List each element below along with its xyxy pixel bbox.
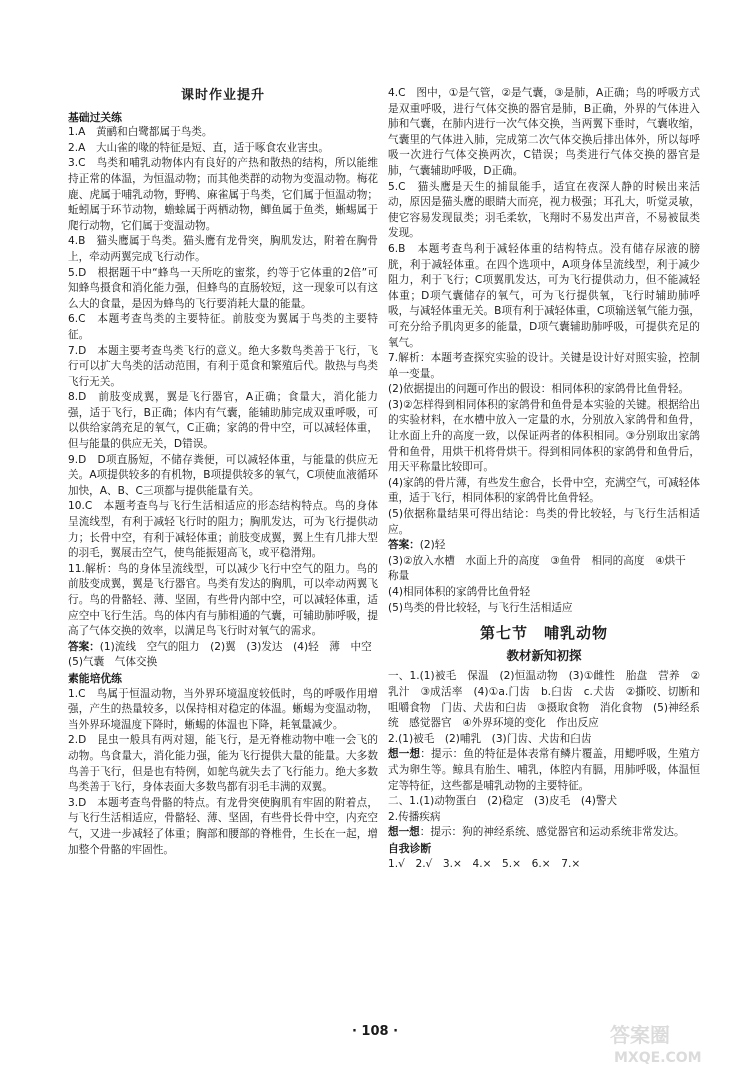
think-label: 想一想 (388, 748, 421, 761)
answer-item: 11.解析：鸟的身体呈流线型，可以减少飞行中空气的阻力。鸟的前肢变成翼，翼是飞行器官。鸟类有发达的胸肌，可以牵动两翼飞行。鸟的骨骼轻、薄、坚固，有些骨内部中空，可以减轻体重，适应空中飞行生活。鸟的体内有与肺相通的气囊，可辅助肺呼吸，提高了气体交换的效率，以满足鸟飞行时对氧气的需求。 (68, 562, 378, 638)
answer-item: 4.C 图中，①是气管，②是气囊，③是肺，A正确；鸟的呼吸方式是双重呼吸，进行气体交换的器官是肺，B正确，外界的气体进入肺和气囊，在肺内进行一次气体交换，当两翼下垂时，气囊收缩，气囊里的气体进入肺，完成第二次气体交换后排出体外，所以每呼吸一次进行气体交换两次，C错误；鸟类进行气体交换的器官是肺，气囊辅助呼吸，D正确。 (388, 87, 700, 177)
knowledge-item: 2.传播疾病 (388, 810, 441, 823)
right-items (388, 86, 700, 538)
think-block-1 (388, 747, 700, 794)
knowledge-item: 二、1.(1)动物蛋白 (2)稳定 (3)皮毛 (4)警犬 (388, 795, 618, 808)
advanced-items (68, 687, 378, 859)
think-text: ：提示：狗的神经系统、感觉器官和运动系统非常发达。 (419, 826, 685, 839)
answer-line: (2)轻 (419, 539, 446, 552)
self-check-answers: 1.√ 2.√ 3.× 4.× 5.× 6.× 7.× (388, 857, 581, 870)
think-text: ：提示：鱼的特征是体表常有鳞片覆盖，用鳃呼吸，生殖方式为卵生等。鲸具有胎生、哺乳，体腔内有膈，用肺呼吸，体温恒定等特征，这些都是哺乳动物的主要特征。 (388, 748, 701, 792)
watermark-line1: 答案圈 (610, 1023, 670, 1047)
answer-item: 5.D 根据题干中“蜂鸟一天所吃的蜜浆，约等于它体重的2倍”可知蜂鸟摄食和消化能力强，但蜂鸟的直肠较短，这一现象可以有这么大的食量，是因为蜂鸟的飞行要消耗大量的能量。 (68, 266, 378, 310)
answer-item: 2.A 大山雀的喙的特征是短、直，适于啄食农业害虫。 (68, 141, 330, 154)
answer-line: (5)鸟类的骨比较轻，与飞行生活相适应 (388, 601, 573, 614)
column-title: 课时作业提升 (180, 88, 265, 103)
answer-item: 10.C 本题考查鸟与飞行生活相适应的形态结构特点。鸟的身体呈流线型，有利于减轻飞行时的阻力；胸肌发达，可为飞行提供动力；长骨中空，有利于减轻体重；前肢变成翼，翼上生有几排大型的羽毛，翼展击空气，使鸟能振翅高飞，或平稳滑翔。 (68, 500, 378, 560)
basic-section-label: 基础过关练 (68, 110, 122, 124)
answer-item: (2)依据提出的问题可作出的假设：相同体积的家鸽骨比鱼骨轻。 (388, 383, 690, 396)
answer-item: 7.解析：本题考查探究实验的设计。关键是设计好对照实验，控制单一变量。 (388, 352, 700, 380)
answer-item: 2.D 昆虫一般具有两对翅，能飞行，是无脊椎动物中唯一会飞的动物。鸟食量大，消化能力强，能为飞行提供大量的能量。大多数鸟善于飞行，但是也有特例，如鸵鸟就失去了飞行能力。绝大多数鸟类善于飞行，身体表面大多数鸟都有羽毛丰满的双翼。 (68, 734, 378, 794)
answer-line: (3)②放入水槽 水面上升的高度 ③鱼骨 相同的高度 ④烘干 称量 (388, 554, 697, 583)
knowledge-item: 2.(1)被毛 (2)哺乳 (3)门齿、犬齿和臼齿 (388, 732, 592, 745)
watermark-line2: MXQE.COM (614, 1050, 702, 1066)
answer-item: 1.A 黄鹂和白鹭都属于鸟类。 (68, 126, 213, 139)
answer-item: 9.D D项直肠短，不储存粪便，可以减轻体重，与能量的供应无关。A项提供较多的有机物，B项提供较多的氧气，C项使血液循环加快，A、B、C三项都与提供能量有关。 (68, 453, 378, 497)
answer-11 (68, 640, 383, 671)
think-block-2 (388, 825, 700, 841)
watermark-logo (600, 1018, 740, 1068)
right-column (388, 86, 700, 872)
answer-item: 8.D 前肢变成翼，翼是飞行器官，A正确；食量大，消化能力强，适于飞行，B正确；体内有气囊，能辅助肺完成双重呼吸，可以供给家鸽充足的氧气，C正确；家鸽的骨中空，可以减轻体重，但与能量的供应无关，D错误。 (68, 391, 378, 451)
answer-item: 5.C 猫头鹰是天生的捕鼠能手，适宜在夜深人静的时候出来活动，原因是猫头鹰的眼睛大而亮，视力极强；耳孔大，听觉灵敏，使它容易发现鼠类；羽毛柔软，飞翔时不易发出声音，不易被鼠类发现。 (388, 180, 700, 240)
answer-label: 答案： (388, 539, 420, 552)
answer-item: 4.B 猫头鹰属于鸟类。猫头鹰有龙骨突，胸肌发达，附着在胸骨上，牵动两翼完成飞行动作。 (68, 235, 378, 263)
answer-item: 6.B 本题考查鸟利于减轻体重的结构特点。没有储存尿液的膀胱，利于减轻体重。在四个选项中，A项身体呈流线型，利于减少阻力，利于飞行；C项翼肌发达，可为飞行提供动力，但不能减轻体重；D项气囊储存的氧气，可为飞行提供氧，飞行时辅助肺呼吸，与减轻体重无关。B项有利于减轻体重，C项输送氧气能力强，可充分给予肌肉更多的能量，D项气囊辅助肺呼吸，可提供充足的氧气。 (388, 242, 700, 349)
page-number: · 108 · (351, 1024, 399, 1039)
answer-label: 答案： (68, 640, 100, 653)
answer-item: 1.C 鸟属于恒温动物，当外界环境温度较低时，鸟的呼吸作用增强，产生的热量较多，以保持相对稳定的体温。蜥蜴为变温动物，当外界环境温度下降时，蜥蜴的体温也下降，耗氧量减少。 (68, 687, 378, 731)
answer-item: 6.C 本题考查鸟类的主要特征。前肢变为翼属于鸟类的主要特征。 (68, 313, 378, 341)
chapter-title: 第七节 哺乳动物 (479, 624, 608, 643)
advanced-section-label: 素能培优练 (68, 671, 122, 685)
answer-item: (5)依据称量结果可得出结论：鸟类的骨比较轻，与飞行生活相适应。 (388, 508, 700, 536)
left-column (68, 86, 383, 858)
think-label: 想一想 (388, 826, 420, 839)
answer-item: 7.D 本题主要考查鸟类飞行的意义。绝大多数鸟类善于飞行，飞行可以扩大鸟类的活动范围，有利于觅食和繁殖后代。散热与鸟类飞行无关。 (68, 344, 378, 388)
answer-line: (4)相同体积的家鸽骨比鱼骨轻 (388, 586, 531, 598)
answer-7 (388, 538, 700, 616)
self-check-label: 自我诊断 (388, 841, 432, 855)
basic-items (68, 125, 378, 640)
answer-item: (3)②怎样得到相同体积的家鸽骨和鱼骨是本实验的关键。根据给出的实验材料，在水槽中放入一定量的水，分别放入家鸽骨和鱼骨，让水面上升的高度一致，以保证两者的体积相同。③分别取出家鸽骨和鱼骨，用烘干机将骨烘干。得到相同体积的家鸽骨和鱼骨后，用天平称量比较即可。 (388, 398, 700, 474)
answer-item: (4)家鸽的骨片薄，有些发生愈合，长骨中空，充满空气，可减轻体重，适于飞行，相同体积的家鸽骨比鱼骨轻。 (388, 476, 700, 505)
answer-item: 3.D 本题考查鸟骨骼的特点。有龙骨突使胸肌有牢固的附着点，与飞行生活相适应，骨骼轻、薄、坚固，有些骨长骨中空，内充空气，又进一步减轻了体重；胸部和腰部的脊椎骨，生长在一起，增加整个骨骼的牢固性。 (68, 796, 378, 856)
answer-text: (1)流线 空气的阻力 (2)翼 (3)发达 (4)轻 薄 中空 (5)气囊 气体交换 (68, 640, 383, 669)
answer-item: 3.C 鸟类和哺乳动物体内有良好的产热和散热的结构，所以能维持正常的体温，为恒温动物；而其他类群的动物为变温动物。梅花鹿、虎属于哺乳动物，野鸭、麻雀属于鸟类，它们属于恒温动物；蚯蚓属于环节动物，蟾蜍属于两栖动物，鲫鱼属于鱼类，蜥蜴属于爬行动物，它们属于变温动物。 (68, 157, 378, 232)
section-title: 教材新知初探 (506, 647, 582, 663)
knowledge-item: 一、1.(1)被毛 保温 (2)恒温动物 (3)①雌性 胎盘 营养 ②乳汁 ③成活率 (4)①a.门齿 b.臼齿 c.犬齿 ②撕咬、切断和咀嚼食物 门齿、犬齿和臼齿 ③摄取食物 消化食物 (5)神经系统 感觉器官 ④外界环境的变化 作出反应 (388, 670, 700, 730)
